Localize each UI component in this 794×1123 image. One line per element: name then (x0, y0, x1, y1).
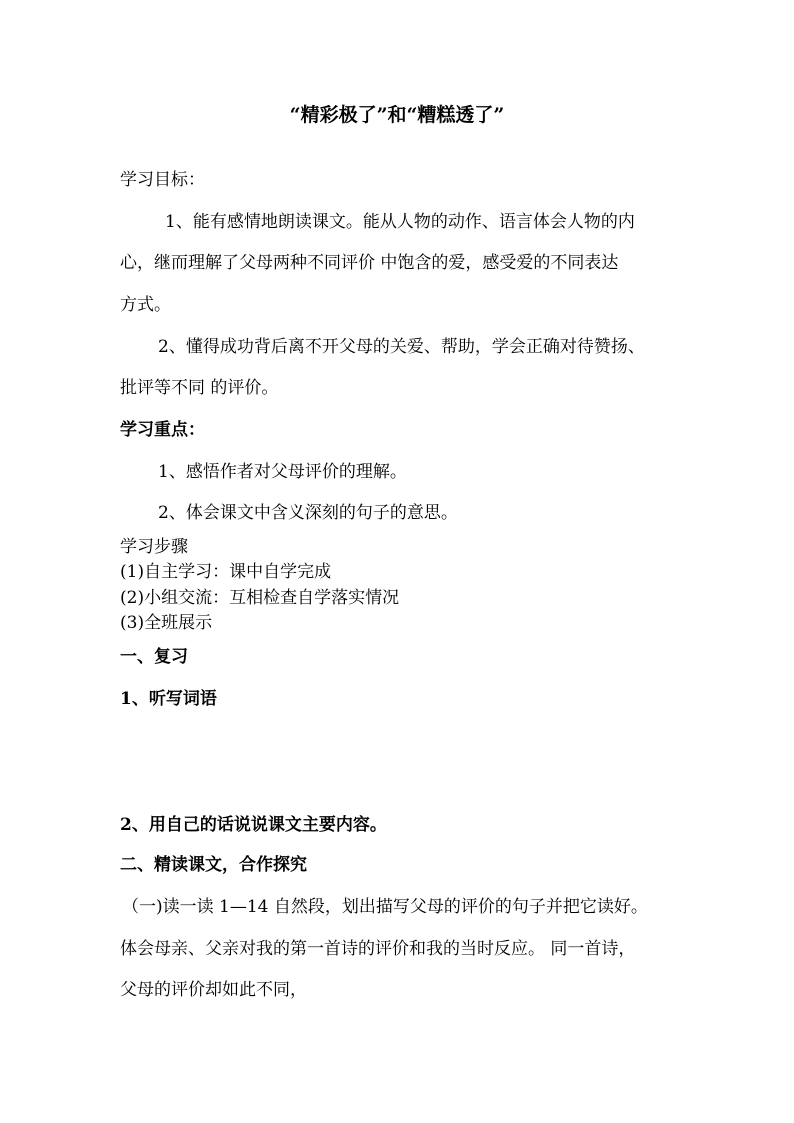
focus-item-1: 1、感悟作者对父母评价的理解。 (158, 462, 407, 482)
task-2: 2、用自己的话说说课文主要内容。 (120, 815, 387, 835)
step-item-3: (3)全班展示 (120, 613, 213, 633)
focus-heading: 学习重点： (120, 420, 205, 440)
focus-item-2: 2、体会课文中含义深刻的句子的意思。 (158, 503, 458, 523)
steps-heading: 学习步骤 (120, 537, 188, 557)
reading-line-3: 父母的评价却如此不同， (120, 980, 307, 1000)
step-item-2: (2)小组交流：互相检查自学落实情况 (120, 588, 400, 608)
objective-2-line-1: 2、懂得成功背后离不开父母的关爱、帮助，学会正确对待赞扬、 (158, 337, 645, 357)
document-title: “精彩极了”和“糟糕透了” (289, 104, 505, 126)
reading-line-2: 体会母亲、父亲对我的第一首诗的评价和我的当时反应。 同一首诗， (120, 939, 636, 959)
section-1-heading: 一、复习 (120, 647, 188, 667)
objective-2-line-2: 批评等不同 的评价。 (120, 378, 279, 398)
objective-1-line-1: 1、能有感情地朗读课文。能从人物的动作、语言体会人物的内 (165, 212, 635, 232)
task-1: 1、听写词语 (120, 689, 217, 709)
step-item-1: (1)自主学习：课中自学完成 (120, 562, 332, 582)
objective-1-line-2: 心，继而理解了父母两种不同评价 中饱含的爱，感受爱的不同表达 (120, 253, 619, 273)
objective-1-line-3: 方式。 (120, 295, 171, 315)
objectives-heading: 学习目标： (120, 170, 205, 190)
section-2-heading: 二、精读课文，合作探究 (120, 855, 307, 875)
reading-line-1: （一)读一读 1—14 自然段，划出描写父母的评价的句子并把它读好。 (122, 897, 648, 917)
